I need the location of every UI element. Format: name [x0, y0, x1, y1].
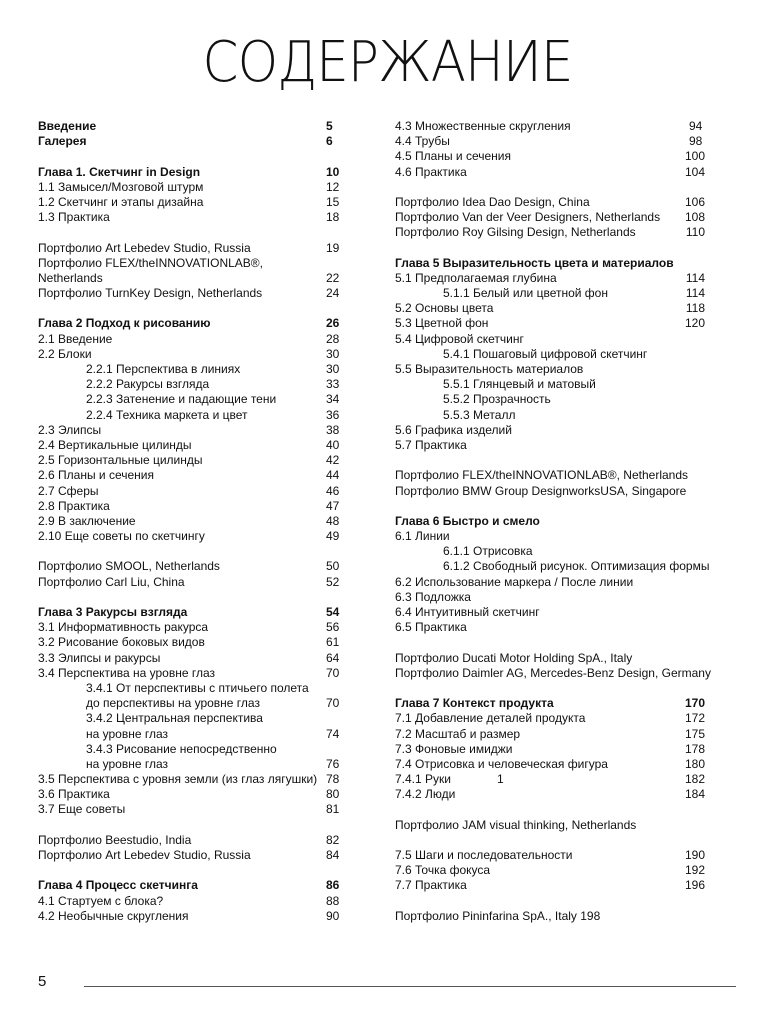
toc-entry-page — [689, 529, 705, 544]
toc-entry[interactable] — [395, 165, 705, 180]
toc-entry-title: Портфолио Daimler AG, Mercedes-Benz Design, Germany — [395, 665, 711, 680]
toc-entry-page — [689, 468, 705, 483]
toc-entry-title: 2.2 Блоки — [38, 346, 92, 361]
toc-entry-page — [689, 332, 705, 347]
toc-entry-page: 82 — [326, 832, 340, 847]
spacer — [395, 681, 705, 696]
toc-entry[interactable] — [395, 772, 705, 787]
toc-entry-title: Глава 3 Ракурсы взгляда — [38, 605, 188, 619]
toc-entry-page — [689, 408, 705, 423]
footer-rule — [84, 986, 736, 987]
toc-right-column — [395, 119, 711, 924]
toc-entry[interactable] — [38, 392, 342, 407]
toc-entry[interactable] — [38, 453, 342, 468]
spacer — [38, 301, 342, 316]
toc-entry[interactable] — [38, 909, 342, 924]
toc-entry-title: 2.7 Сферы — [38, 483, 99, 498]
toc-entry-title: 2.5 Горизонтальные цилинды — [38, 453, 203, 468]
spacer — [38, 225, 342, 240]
toc-entry-page: 81 — [326, 802, 340, 817]
toc-entry-page: 180 — [684, 756, 705, 771]
spacer — [395, 894, 705, 909]
toc-entry[interactable] — [395, 590, 705, 605]
toc-entry-page — [689, 362, 705, 377]
toc-entry-title: Портфолио Art Lebedev Studio, Russia — [38, 240, 251, 255]
toc-entry[interactable] — [38, 529, 342, 544]
toc-chapter-entry[interactable] — [38, 165, 342, 180]
toc-entry-page — [689, 605, 705, 620]
toc-entry-title: 3.7 Еще советы — [38, 802, 126, 817]
toc-entry-title: 3.4.3 Рисование непосредственно — [86, 741, 277, 756]
toc-entry-title: 6.4 Интуитивный скетчинг — [395, 605, 540, 619]
toc-entry[interactable] — [395, 727, 705, 742]
toc-entry-title: 2.2.2 Ракурсы взгляда — [86, 377, 210, 392]
toc-entry-title: 2.1 Введение — [38, 331, 113, 346]
toc-entry-page: 44 — [326, 468, 340, 483]
toc-entry-page: 61 — [326, 635, 340, 650]
page-title: СОДЕРЖАНИЕ — [202, 30, 573, 95]
toc-entry-title: Глава 2 Подход к рисованию — [38, 316, 211, 331]
spacer — [395, 833, 705, 848]
toc-entry-page: 30 — [326, 346, 340, 361]
toc-entry[interactable] — [395, 909, 705, 924]
toc-entry-page: 74 — [326, 726, 340, 741]
toc-entry-page: 104 — [684, 164, 705, 179]
toc-entry[interactable] — [395, 529, 705, 544]
toc-entry[interactable] — [395, 134, 705, 149]
toc-entry-title: Портфолио Carl Liu, China — [38, 574, 185, 589]
toc-entry[interactable] — [395, 559, 710, 574]
toc-entry-title: до перспективы на уровне глаз — [86, 696, 260, 711]
toc-entry[interactable] — [395, 408, 705, 423]
toc-entry-page: 80 — [326, 787, 340, 802]
toc-entry-page: 178 — [684, 741, 705, 756]
toc-entry-title: 3.3 Элипсы и ракурсы — [38, 650, 161, 665]
toc-entry-page: 70 — [326, 696, 340, 711]
toc-entry-page: 26 — [326, 316, 340, 331]
toc-entry-page: 78 — [326, 772, 340, 787]
toc-entry-title: 7.5 Шаги и последовательности — [395, 848, 573, 862]
toc-entry-page: 40 — [326, 437, 340, 452]
toc-entry[interactable] — [38, 772, 342, 787]
toc-chapter-entry[interactable] — [395, 256, 705, 271]
toc-entry[interactable] — [38, 468, 342, 483]
toc-chapter-entry[interactable] — [395, 696, 705, 711]
toc-entry[interactable] — [395, 423, 705, 438]
toc-entry-page: 42 — [326, 453, 340, 468]
toc-entry-page — [326, 681, 342, 696]
toc-entry[interactable] — [395, 377, 705, 392]
toc-entry-title: 4.1 Стартуем с блока? — [38, 893, 164, 908]
toc-entry-title: Портфолио Van der Veer Designers, Netherlands — [395, 210, 661, 225]
toc-entry-page — [689, 377, 705, 392]
toc-entry-page: 192 — [684, 863, 705, 878]
toc-entry-page — [689, 392, 705, 407]
toc-entry-page — [689, 590, 705, 605]
spacer — [38, 149, 342, 164]
toc-entry-title: 3.4.2 Центральная перспектива — [86, 711, 263, 726]
toc-entry[interactable] — [395, 651, 705, 666]
toc-chapter-entry[interactable] — [38, 316, 342, 331]
toc-entry-title: Глава 4 Процесс скетчинга — [38, 878, 198, 893]
toc-entry-page: 172 — [684, 711, 705, 726]
toc-entry[interactable] — [395, 271, 705, 286]
toc-entry-title: Глава 7 Контекст продукта — [395, 696, 554, 711]
toc-entry-title: 3.1 Информативность ракурса — [38, 620, 209, 635]
toc-entry-page: 190 — [684, 848, 705, 862]
toc-entry[interactable] — [395, 392, 705, 407]
toc-entry[interactable] — [395, 332, 705, 347]
toc-entry-page — [689, 484, 705, 499]
toc-entry[interactable] — [395, 362, 705, 377]
spacer — [395, 241, 705, 256]
toc-entry[interactable] — [395, 575, 705, 590]
toc-entry-page — [689, 544, 705, 559]
spacer — [395, 499, 705, 514]
toc-entry-page: 56 — [326, 620, 340, 635]
toc-entry[interactable] — [395, 468, 705, 483]
toc-chapter-entry[interactable] — [395, 514, 705, 529]
toc-entry[interactable] — [38, 833, 342, 848]
toc-chapter-entry[interactable] — [38, 605, 342, 620]
toc-entry-page: 88 — [326, 893, 340, 908]
spacer — [395, 635, 705, 650]
toc-entry-title: 7.4.2 Люди — [395, 787, 456, 802]
toc-entry-page: 114 — [685, 270, 705, 285]
toc-entry-title: 5.4.1 Пошаговый цифровой скетчинг — [443, 346, 648, 361]
toc-entry[interactable] — [38, 681, 342, 696]
toc-entry[interactable] — [38, 362, 342, 377]
toc-entry-page: 50 — [326, 559, 340, 574]
toc-entry-title: 3.5 Перспектива с уровня земли (из глаз лягушки) — [38, 772, 318, 787]
toc-entry-page: 120 — [684, 316, 705, 331]
toc-entry-page — [689, 651, 705, 666]
toc-entry-page: 24 — [326, 286, 340, 301]
toc-entry-page: 18 — [326, 210, 340, 225]
toc-entry-title: 3.4.1 От перспективы с птичьего полета — [86, 680, 309, 695]
toc-entry[interactable] — [395, 711, 705, 726]
toc-entry-title: 2.2.4 Техника маркета и цвет — [86, 407, 248, 422]
toc-entry[interactable] — [38, 787, 342, 802]
toc-entry-title: Портфолио Ducati Motor Holding SpA., Italy — [395, 650, 633, 665]
toc-entry-title: 3.6 Практика — [38, 787, 110, 802]
toc-entry-title: на уровне глаз — [86, 756, 169, 771]
toc-entry-title: 2.8 Практика — [38, 498, 110, 513]
toc-entry[interactable] — [38, 894, 342, 909]
toc-entry[interactable] — [395, 286, 705, 301]
toc-entry[interactable] — [395, 620, 705, 635]
toc-entry-title: 6.1.2 Свободный рисунок. Оптимизация формы — [443, 559, 710, 574]
toc-entry[interactable] — [38, 423, 342, 438]
toc-entry-title: 5.7 Практика — [395, 437, 467, 452]
toc-entry[interactable] — [38, 210, 342, 225]
toc-entry-title: 6.1.1 Отрисовка — [443, 544, 533, 559]
toc-entry-title: 5.3 Цветной фон — [395, 316, 489, 331]
toc-entry-page: 30 — [326, 362, 340, 376]
toc-entry-page: 118 — [685, 301, 705, 316]
spacer — [38, 818, 342, 833]
toc-entry-page — [689, 514, 705, 529]
toc-entry-page — [689, 423, 705, 438]
spacer — [38, 590, 342, 605]
toc-entry-page — [689, 818, 705, 833]
toc-entry-title: 4.5 Планы и сечения — [395, 149, 511, 164]
toc-entry-page: 110 — [685, 225, 705, 240]
toc-entry-title: Портфолио Beestudio, India — [38, 832, 192, 847]
toc-chapter-entry[interactable] — [38, 878, 342, 893]
toc-entry-title: 5.5 Выразительность материалов — [395, 362, 584, 376]
toc-entry-title: Портфолио TurnKey Design, Netherlands — [38, 286, 263, 301]
toc-entry-page: 12 — [326, 179, 340, 194]
toc-entry-title: 5.2 Основы цвета — [395, 301, 494, 316]
toc-entry[interactable] — [38, 742, 342, 757]
toc-entry-page: 90 — [326, 908, 340, 923]
toc-entry-title: Портфолио Art Lebedev Studio, Russia — [38, 848, 251, 862]
toc-entry[interactable] — [395, 787, 705, 802]
toc-entry[interactable] — [38, 195, 342, 210]
toc-entry-title: Портфолио Idea Dao Design, China — [395, 194, 590, 209]
spacer — [395, 802, 705, 817]
toc-entry[interactable] — [395, 757, 705, 772]
toc-entry[interactable] — [395, 301, 705, 316]
toc-entry-title: 5.1 Предполагаемая глубина — [395, 270, 557, 285]
toc-entry[interactable] — [38, 347, 342, 362]
toc-entry[interactable] — [38, 514, 342, 529]
toc-entry-title: 1.2 Скетчинг и этапы дизайна — [38, 194, 204, 209]
toc-entry-page: 10 — [326, 164, 340, 179]
toc-entry-title: 2.9 В заключение — [38, 513, 136, 528]
toc-entry-title: 3.2 Рисование боковых видов — [38, 635, 205, 650]
toc-entry-title: 7.7 Практика — [395, 878, 467, 893]
toc-entry[interactable] — [38, 332, 342, 347]
toc-entry-page: 98 — [689, 134, 703, 149]
toc-left-column — [38, 119, 342, 924]
toc-entry-title: 2.4 Вертикальные цилинды — [38, 437, 192, 452]
toc-entry-title: Глава 5 Выразительность цвета и материалов — [395, 255, 674, 270]
toc-entry-title: 1.1 Замысел/Мозговой штурм — [38, 179, 204, 194]
toc-entry[interactable] — [395, 210, 705, 225]
toc-entry-page: 28 — [326, 331, 340, 346]
toc-entry[interactable] — [395, 316, 705, 331]
toc-entry[interactable] — [38, 499, 342, 514]
toc-entry-page: 6 — [326, 134, 333, 149]
toc-entry[interactable] — [395, 818, 705, 833]
toc-entry-page — [689, 909, 705, 924]
toc-entry-page: 49 — [326, 529, 340, 544]
toc-entry-title: 7.3 Фоновые имиджи — [395, 741, 513, 756]
toc-entry[interactable] — [38, 651, 342, 666]
spacer — [395, 453, 705, 468]
toc-entry-title: 6.3 Подложка — [395, 589, 471, 604]
toc-entry-title: Портфолио BMW Group DesignworksUSA, Singapore — [395, 483, 687, 498]
toc-entry-page: 38 — [326, 422, 340, 437]
toc-entry-title: 5.5.2 Прозрачность — [443, 392, 551, 407]
toc-entry-title: 4.4 Трубы — [395, 134, 450, 149]
toc-entry-title: Введение — [38, 119, 97, 133]
page-number: 5 — [38, 973, 47, 990]
toc-entry-title: 4.6 Практика — [395, 164, 467, 179]
toc-entry[interactable] — [395, 742, 705, 757]
toc-entry-title: на уровне глаз — [86, 726, 169, 741]
toc-entry[interactable] — [38, 484, 342, 499]
toc-entry-page: 106 — [684, 194, 705, 209]
toc-entry-page: 5 — [326, 119, 333, 133]
toc-entry-title: Глава 1. Скетчинг in Design — [38, 164, 201, 179]
toc-entry[interactable] — [395, 225, 705, 240]
toc-entry[interactable] — [38, 408, 342, 423]
toc-entry-page: 84 — [326, 848, 340, 862]
toc-entry-title: Портфолио Pininfarina SpA., Italy 198 — [395, 908, 601, 923]
toc-entry[interactable] — [395, 878, 705, 893]
toc-entry-title: 2.6 Планы и сечения — [38, 468, 154, 483]
toc-entry-page — [326, 742, 342, 757]
toc-entry[interactable] — [38, 575, 342, 590]
toc-entry[interactable] — [395, 347, 705, 362]
toc-entry-page: 46 — [326, 483, 340, 498]
toc-entry-page — [689, 620, 705, 635]
toc-entry-page — [709, 559, 725, 574]
toc-entry-title: 2.2.1 Перспектива в линиях — [86, 362, 241, 376]
toc-entry-page: 86 — [326, 878, 340, 893]
toc-entry[interactable] — [38, 256, 342, 271]
toc-entry[interactable] — [38, 286, 342, 301]
toc-entry-page: 170 — [684, 696, 705, 711]
toc-entry-page: 33 — [326, 377, 340, 392]
toc-entry-page: 36 — [326, 407, 340, 422]
toc-entry[interactable] — [38, 666, 342, 681]
toc-entry-title: 5.6 Графика изделий — [395, 422, 512, 437]
toc-entry-title: Netherlands — [38, 270, 103, 285]
toc-entry-page: 52 — [326, 574, 340, 589]
toc-entry-title: 6.1 Линии — [395, 529, 450, 544]
toc-entry[interactable] — [38, 711, 342, 726]
toc-entry-title: Портфолио FLEX/theINNOVATIONLAB®, — [38, 255, 263, 270]
toc-entry-title: 7.2 Масштаб и размер — [395, 726, 521, 741]
toc-entry[interactable] — [38, 757, 342, 772]
toc-entry-title: Портфолио FLEX/theINNOVATIONLAB®, Netherlands — [395, 468, 689, 483]
toc-entry-title: 2.3 Элипсы — [38, 422, 102, 437]
toc-entry-page: 47 — [326, 498, 340, 513]
toc-entry-title: 7.1 Добавление деталей продукта — [395, 711, 586, 726]
toc-entry-page — [689, 256, 705, 271]
toc-entry-page: 184 — [684, 787, 705, 802]
toc-entry-page — [326, 256, 342, 271]
toc-entry[interactable] — [38, 180, 342, 195]
toc-entry-title: 7.4.1 Руки 1 — [395, 772, 504, 787]
spacer — [395, 180, 705, 195]
toc-entry-page — [326, 711, 342, 726]
toc-entry-title: Галерея — [38, 134, 87, 149]
toc-entry[interactable] — [395, 195, 705, 210]
toc-entry-title: Портфолио SMOOL, Netherlands — [38, 559, 220, 574]
toc-entry-page — [711, 666, 727, 681]
toc-entry-page: 19 — [326, 240, 340, 255]
toc-entry[interactable] — [395, 149, 705, 164]
toc-entry-page: 108 — [684, 210, 705, 225]
toc-entry[interactable] — [38, 620, 342, 635]
toc-entry[interactable] — [38, 271, 342, 286]
toc-entry[interactable] — [395, 605, 705, 620]
toc-entry[interactable] — [38, 438, 342, 453]
toc-entry[interactable] — [38, 559, 342, 574]
toc-entry-title: Портфолио JAM visual thinking, Netherlands — [395, 817, 637, 832]
toc-entry-page: 196 — [684, 878, 705, 893]
toc-entry-title: 4.2 Необычные скругления — [38, 908, 189, 923]
toc-entry-title: Глава 6 Быстро и смело — [395, 513, 540, 528]
toc-entry-page — [689, 347, 705, 362]
toc-entry-page: 48 — [326, 513, 340, 528]
toc-chapter-entry[interactable] — [38, 134, 342, 149]
toc-entry-title: 5.4 Цифровой скетчинг — [395, 331, 524, 346]
toc-entry-title: 5.1.1 Белый или цветной фон — [443, 286, 608, 301]
toc-entry-title: 5.5.3 Металл — [443, 407, 516, 422]
toc-entry[interactable] — [38, 635, 342, 650]
toc-entry-page: 94 — [689, 119, 703, 133]
toc-entry[interactable] — [38, 727, 342, 742]
toc-entry-title: 3.4 Перспектива на уровне глаз — [38, 665, 216, 680]
toc-entry-title: 2.2.3 Затенение и падающие тени — [86, 392, 277, 407]
toc-entry-title: 5.5.1 Глянцевый и матовый — [443, 377, 596, 392]
toc-entry-page — [689, 575, 705, 590]
toc-entry-page: 64 — [326, 650, 340, 665]
toc-entry-page: 76 — [326, 756, 340, 771]
toc-entry-title: 4.3 Множественные скругления — [395, 119, 571, 133]
toc-entry-page: 34 — [326, 392, 340, 407]
toc-entry[interactable] — [395, 438, 705, 453]
toc-entry-title: 7.6 Точка фокуса — [395, 863, 491, 878]
toc-entry[interactable] — [395, 544, 705, 559]
toc-entry[interactable] — [395, 848, 705, 863]
toc-entry[interactable] — [38, 696, 342, 711]
toc-entry-title: Портфолио Roy Gilsing Design, Netherlands — [395, 225, 636, 240]
toc-entry-page — [689, 438, 705, 453]
toc-chapter-entry[interactable] — [38, 119, 342, 134]
toc-entry-extra: 1 — [496, 772, 504, 787]
spacer — [38, 863, 342, 878]
toc-entry-page: 182 — [684, 772, 705, 787]
toc-entry[interactable] — [395, 863, 705, 878]
toc-entry-page: 22 — [326, 270, 340, 285]
toc-entry-title: 6.2 Использование маркера / После линии — [395, 574, 634, 589]
toc-entry[interactable] — [38, 241, 342, 256]
toc-entry-page: 114 — [685, 286, 705, 301]
toc-entry-title: 6.5 Практика — [395, 620, 467, 635]
toc-entry[interactable] — [395, 119, 705, 134]
toc-entry[interactable] — [38, 802, 342, 817]
toc-entry[interactable] — [38, 377, 342, 392]
toc-entry-title: 2.10 Еще советы по скетчингу — [38, 529, 205, 544]
toc-entry-page: 70 — [326, 665, 340, 680]
spacer — [38, 544, 342, 559]
toc-entry-title: 1.3 Практика — [38, 210, 110, 225]
toc-entry[interactable] — [395, 484, 705, 499]
toc-entry[interactable] — [395, 665, 711, 681]
toc-entry-page: 100 — [684, 149, 705, 164]
toc-entry[interactable] — [38, 848, 342, 863]
toc-entry-page: 54 — [326, 605, 340, 619]
toc-entry-page: 15 — [326, 194, 340, 209]
toc-entry-title: 7.4 Отрисовка и человеческая фигура — [395, 756, 608, 771]
toc-entry-page: 175 — [684, 726, 705, 741]
